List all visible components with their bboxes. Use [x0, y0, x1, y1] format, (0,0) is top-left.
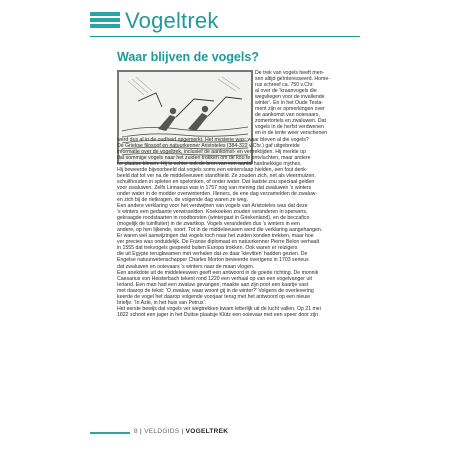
section-heading: Waar blijven de vogels?: [117, 50, 259, 64]
footer-separator: |: [181, 428, 184, 435]
body-line: en zich bij de rietkragen, de volgende dag waren ze weg.: [117, 196, 248, 203]
body-line: onder water in de modder overwinterden. Illeners, de ene dag verzamelden de zwaluw-: [117, 190, 318, 197]
body-line: wegvliegen voor de invallende: [255, 94, 325, 101]
body-line: met daarop de tekst: ‘O zwaluw, waar woont gij in de winter?’ Volgens de overlevering: [117, 287, 314, 294]
body-line: in 1555 dat trekvogels gespeeld buiten Europa trokken. Ook waren er reizigers: [117, 245, 298, 252]
body-line: werd dus al in de oudheid opgemerkt. Het mysterie was: waar bleven al die vogels?: [117, 136, 309, 143]
body-line: en in de lente weer verschenen: [255, 130, 328, 137]
footer-separator: |: [140, 428, 143, 435]
body-line: Ierland. Een man had een zwaluw gevangen, maakte aan zijn poot een kaartje vast: [117, 281, 309, 288]
body-line: (mogelijk de tuinfluiter) in de zwartkop. Vogels verandeden dus ’s winters in een: [117, 221, 300, 228]
body-line: keerde de vogel het daarop volgende voorjaar terug met het antwoord op een nieuw: [117, 293, 310, 300]
body-line: 1822 schoot een jager in het Duitse plaatsje Klütz een ooievaar met een speer door zijn: [117, 311, 318, 318]
body-line: Caesarius von Heisterbach tekent rond 1220 een verhaal op van een vogelvanger uit: [117, 275, 312, 282]
body-line: Hij beweerde bijvoorbeeld dat vogels soms een winterslaap hielden, een fout denk-: [117, 166, 308, 173]
body-line: ver precies was onduidelijk. De Franse diplomaat en natuurkenner Pierre Belon verhaalt: [117, 239, 320, 246]
chapter-bars-decoration: [90, 12, 120, 30]
page-number: 8: [134, 428, 138, 435]
footer-text: [134, 428, 228, 435]
page-footer: [90, 428, 360, 438]
body-line: de aankomst van ooievaars,: [255, 112, 320, 119]
body-line: Het eerste bewijs dat vogels ver wegtrekken kwam letterlijk uit de lucht vallen. Op 21 mei: [117, 305, 321, 312]
body-line: vogels in de herfst verdwenen: [255, 124, 324, 131]
body-line: rus schreef ca. 750 v.Chr.: [255, 82, 314, 89]
body-line: informatie over de vogeltrek, inclusief de aankomst- en vertrektijden. Hij merkte op: [117, 148, 306, 155]
body-line: briefje: ‘In Azië, in het huis van Petrus’.: [117, 299, 207, 306]
body-line: gekraagde roodstaarten in roodborsten (wintergast in Griekenland), en de beccafico: [117, 215, 310, 222]
body-line: andere, op hen lijkende, soort. Tot in de middeleeuwen werd die verklaring aangehangen.: [117, 227, 323, 234]
body-line: Een anekdote uit de middeleeuwen geeft een antwoord in de goede richting. De monnik: [117, 269, 319, 276]
footer-guide: VELDGIDS: [144, 428, 180, 435]
body-line: voor zwaluwen. Zelfs Linnaeus was in 1757 nog van mening dat zwaluwen ’s winters: [117, 184, 312, 191]
body-text: [117, 70, 351, 318]
body-line: zomertortels en zwaluwen. Dat: [255, 118, 326, 125]
body-line: ment zijn er opmerkingen over: [255, 106, 325, 113]
header-rule: [90, 36, 360, 37]
body-line: sen altijd geïnteresseerd. Home-: [255, 76, 330, 83]
body-line: al over de ‘kraanvogels die: [255, 88, 317, 95]
body-line: dat zwaluwen en ooievaars ’s winters naar de maan vlogen.: [117, 263, 255, 270]
chapter-title: Vogeltrek: [125, 8, 219, 33]
body-line: winter’. En in het Oude Testa-: [255, 100, 324, 107]
body-line: Een andere verklaring voor het verdwijnen van vogels van Aristoteles was dat deze: [117, 203, 308, 210]
body-line: schuilhouden in spleten en spelonken, of onder water. Dat laatste zou speciaal gelden: [117, 178, 315, 185]
body-line: die uit Egypte terugkwamen met verhalen dat ze daar ‘kievitten’ hadden gezien. De: [117, 251, 308, 258]
body-line: De trek van vogels heeft men-: [255, 70, 325, 76]
body-line: Engelse natuurwetenschapper Charles Morton beweerde overigens in 1703 serieus: [117, 257, 309, 264]
book-page: [75, 0, 375, 450]
body-line: ’s winters een gedaante verwisselden. Koekoeken zouden veranderen in sperwers,: [117, 209, 308, 216]
body-line: dat sommige vogels naar het zuiden trokken om de kou te ontvluchten, maar andere: [117, 154, 311, 161]
footer-chapter: VOGELTREK: [185, 428, 229, 435]
footer-bar-decoration: [90, 432, 130, 434]
body-line: De Griekse filosoof en natuurkenner Aristoteles (384-322 v.Chr.) gaf uitgebreide: [117, 142, 300, 149]
body-line: ter plaatse bleven. Hij is echter ook de bron van een aantal hardnekkige mythes.: [117, 160, 302, 167]
body-line: beeld dat tot ver na de middeleeuwen standhield. Ze zouden zich, net als vleermuizen,: [117, 172, 316, 179]
body-line: Er waren wel aanwijzingen dat vogels toch naar het zuiden konden trekken, maar hoe: [117, 233, 314, 240]
